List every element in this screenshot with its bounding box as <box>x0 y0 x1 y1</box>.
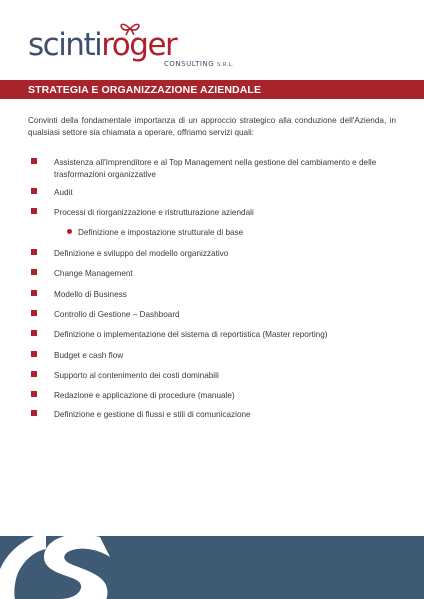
list-item-text: Redazione e applicazione di procedure (manuale) <box>54 391 235 400</box>
brand-swirl-graphic <box>0 515 424 599</box>
list-item-text: Assistenza all'Imprenditore e al Top Management nella gestione del cambiamento e delle trasformazioni organizzative <box>54 158 377 179</box>
square-bullet-icon <box>31 188 37 194</box>
round-bullet-icon <box>67 229 72 234</box>
logo-subtitle-text: CONSULTING <box>164 60 215 68</box>
list-item-text: Definizione o implementazione del sistema di reportistica (Master reporting) <box>54 330 328 339</box>
square-bullet-icon <box>31 208 37 214</box>
list-item-text: Supporto al contenimento dei costi dominabili <box>54 371 219 380</box>
list-item-text: Budget e cash flow <box>54 351 124 360</box>
square-bullet-icon <box>31 249 37 255</box>
square-bullet-icon <box>31 351 37 357</box>
list-item-text: Audit <box>54 188 73 197</box>
logo-wordmark-part-b: roger <box>101 27 177 63</box>
square-bullet-icon <box>31 158 37 164</box>
list-item-text: Change Management <box>54 269 133 278</box>
list-item-text: Controllo di Gestione – Dashboard <box>54 310 180 319</box>
square-bullet-icon <box>31 269 37 275</box>
square-bullet-icon <box>31 330 37 336</box>
list-item-text: Processi di riorganizzazione e ristrutturazione aziendali <box>54 208 254 217</box>
logo-suffix: S.R.L. <box>217 62 235 68</box>
square-bullet-icon <box>31 410 37 416</box>
footer-band <box>0 515 424 599</box>
section-title: STRATEGIA E ORGANIZZAZIONE AZIENDALE <box>28 84 262 96</box>
list-item-text: Definizione e sviluppo del modello organizzativo <box>54 249 229 258</box>
logo-wordmark-part-a: scinti <box>28 27 102 63</box>
list-item-text: Definizione e gestione di flussi e stili di comunicazione <box>54 410 251 419</box>
square-bullet-icon <box>31 391 37 397</box>
intro-paragraph: Convinti della fondamentale importanza di un approccio strategico alla conduzione dell'Azienda, in qualsiasi settore sia chiamata a operare, offriamo servizi quali: <box>28 116 396 137</box>
square-bullet-icon <box>31 371 37 377</box>
square-bullet-icon <box>31 290 37 296</box>
square-bullet-icon <box>31 310 37 316</box>
list-item-text: Modello di Business <box>54 290 127 299</box>
sub-list-item-text: Definizione e impostazione strutturale di base <box>78 228 244 237</box>
